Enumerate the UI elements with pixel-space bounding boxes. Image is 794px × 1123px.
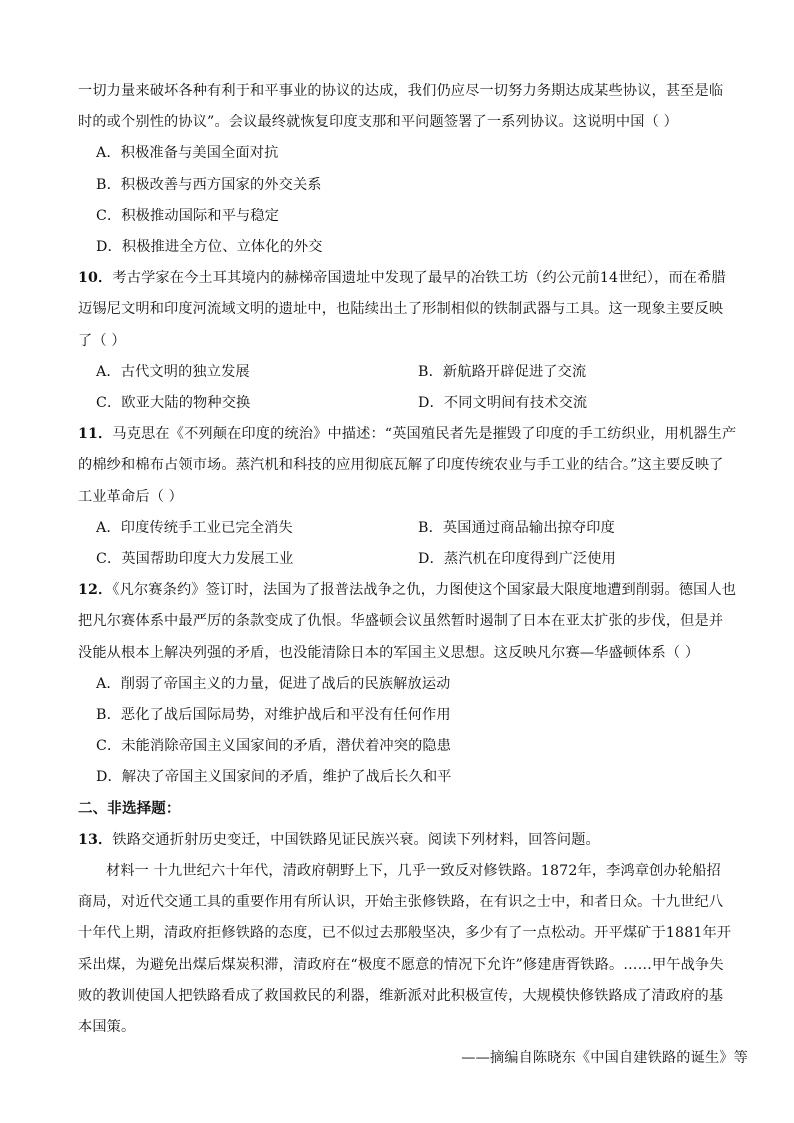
q13-material-line-4: 采出煤，为避免出煤后煤炭积滞，清政府在“极度不愿意的情况下允许”修建唐胥铁路。……甲午战争失 bbox=[78, 956, 724, 973]
q13-material-source: ——摘编自陈晓东《中国自建铁路的诞生》等 bbox=[461, 1050, 748, 1067]
q13-material-line-6: 本国策。 bbox=[78, 1019, 136, 1036]
question-13 bbox=[78, 825, 748, 1075]
q9-stem-line-2: 时的或个别性的协议”。会议最终就恢复印度支那和平问题签署了一系列协议。这说明中国（ ） bbox=[78, 114, 678, 131]
question-12 bbox=[78, 575, 748, 793]
question-11 bbox=[78, 419, 748, 575]
q9-option-d[interactable]: D．积极推进全方位、立体化的外交 bbox=[96, 239, 323, 256]
q11-option-b[interactable]: B．英国通过商品输出掠夺印度 bbox=[418, 519, 615, 536]
section-2-heading: 二、非选择题： bbox=[78, 800, 181, 817]
q11-stem-line-2: 的棉纱和棉布占领市场。蒸汽机和科技的应用彻底瓦解了印度传统农业与手工业的结合。”这主要反映了 bbox=[78, 457, 724, 474]
q9-option-a[interactable]: A．积极准备与美国全面对抗 bbox=[96, 145, 279, 162]
q12-stem-line-1 bbox=[78, 575, 748, 606]
q12-stem-line-2: 把凡尔赛体系中最严厉的条款变成了仇恨。华盛顿会议虽然暂时遏制了日本在亚太扩张的步伐，但是并 bbox=[78, 613, 724, 630]
q10-option-c[interactable]: C．欧亚大陆的物种交换 bbox=[96, 395, 251, 412]
question-9 bbox=[78, 76, 748, 263]
q10-stem-line-1 bbox=[78, 263, 748, 294]
q13-material-line-2: 商局，对近代交通工具的重要作用有所认识，开始主张修铁路，在有识之士中，和者日众。十九世纪八 bbox=[78, 894, 724, 911]
q11-option-c[interactable]: C．英国帮助印度大力发展工业 bbox=[96, 551, 294, 568]
question-10 bbox=[78, 263, 748, 419]
q10-option-d[interactable]: D．不同文明间有技术交流 bbox=[418, 395, 588, 412]
q13-stem bbox=[78, 825, 748, 856]
q11-stem-line-1 bbox=[78, 419, 748, 450]
q11-options-row-2 bbox=[78, 544, 748, 575]
q10-option-a[interactable]: A．古代文明的独立发展 bbox=[96, 363, 250, 380]
q10-number: 10． bbox=[78, 270, 113, 287]
q10-options-row-1 bbox=[78, 357, 748, 388]
q9-option-c[interactable]: C．积极推动国际和平与稳定 bbox=[96, 207, 280, 224]
q10-stem-text-1: 考古学家在今土耳其境内的赫梯帝国遗址中发现了最早的冶铁工坊（约公元前14世纪），而在希腊 bbox=[112, 270, 726, 287]
q12-option-a[interactable]: A．削弱了帝国主义的力量，促进了战后的民族解放运动 bbox=[96, 675, 451, 692]
q9-option-b[interactable]: B．积极改善与西方国家的外交关系 bbox=[96, 176, 322, 193]
q12-option-d[interactable]: D．解决了帝国主义国家间的矛盾，维护了战后长久和平 bbox=[96, 769, 452, 786]
q10-options-row-2 bbox=[78, 388, 748, 419]
exam-page bbox=[78, 76, 748, 1075]
q11-stem-line-3: 工业革命后（ ） bbox=[78, 488, 184, 505]
q11-number: 11． bbox=[78, 426, 113, 443]
q13-material-line-1: 材料一 十九世纪六十年代，清政府朝野上下，几乎一致反对修铁路。1872年，李鸿章创办轮船招 bbox=[106, 863, 721, 880]
q10-option-b[interactable]: B．新航路开辟促进了交流 bbox=[418, 363, 587, 380]
q13-material-line-5: 败的教训使国人把铁路看成了救国救民的利器，维新派对此积极宣传，大规模快修铁路成了清政府的基 bbox=[78, 987, 724, 1004]
q13-stem-text: 铁路交通折射历史变迁，中国铁路见证民族兴衰。阅读下列材料，回答问题。 bbox=[112, 831, 600, 848]
q11-stem-text-1: 马克思在《不列颠在印度的统治》中描述：“英国殖民者先是摧毁了印度的手工纺织业，用机器生产 bbox=[112, 426, 737, 443]
q12-option-c[interactable]: C．未能消除帝国主义国家间的矛盾，潜伏着冲突的隐患 bbox=[96, 738, 452, 755]
q12-number: 12． bbox=[78, 582, 113, 599]
q13-number: 13． bbox=[78, 831, 113, 848]
q12-option-b[interactable]: B．恶化了战后国际局势，对维护战后和平没有任何作用 bbox=[96, 707, 451, 724]
q12-stem-text-1: 《凡尔赛条约》签订时，法国为了报普法战争之仇，力图使这个国家最大限度地遭到削弱。德国人也 bbox=[112, 582, 737, 599]
q10-stem-line-3: 了（ ） bbox=[78, 332, 126, 349]
q13-material-line-3: 十年代上期，清政府拒修铁路的态度，已不似过去那般坚决，多少有了一点松动。开平煤矿于1881年开 bbox=[78, 925, 732, 942]
q11-option-a[interactable]: A．印度传统手工业已完全消失 bbox=[96, 519, 293, 536]
q9-stem-line-1: 一切力量来破坏各种有利于和平事业的协议的达成，我们仍应尽一切努力务期达成某些协议，甚至是临 bbox=[78, 83, 724, 99]
q11-option-d[interactable]: D．蒸汽机在印度得到广泛使用 bbox=[418, 551, 616, 568]
q12-stem-line-3: 没能从根本上解决列强的矛盾，也没能清除日本的军国主义思想。这反映凡尔赛—华盛顿体系（ ） bbox=[78, 644, 700, 661]
q10-stem-line-2: 迈锡尼文明和印度河流域文明的遗址中，也陆续出土了形制相似的铁制武器与工具。这一现象主要反映 bbox=[78, 301, 724, 318]
q11-options-row-1 bbox=[78, 513, 748, 544]
